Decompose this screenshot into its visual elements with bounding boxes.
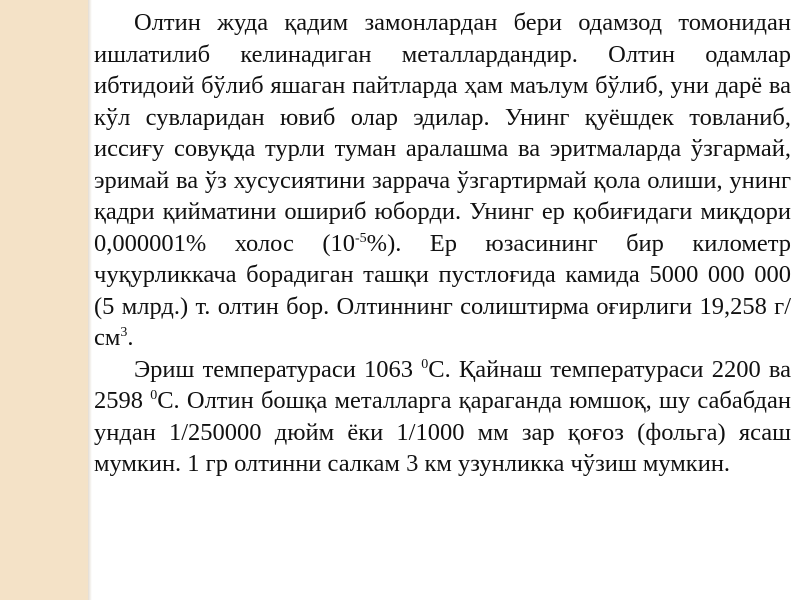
paragraph-2-text-c: С. Олтин бошқа металларга қараганда юмшоқ, шу сабабдан ундан 1/250000 дюйм ёки 1/1000 мм зар қоғоз (фольга) ясаш мумкин. 1 гр олтинни салкам 3 км узунликка чўзиш мумкин. bbox=[94, 387, 792, 477]
paragraph-1-exponent-b: 3 bbox=[120, 324, 128, 340]
paragraph-2-text-a: Эриш температураси 1063 bbox=[134, 355, 422, 383]
paragraph-gold-properties bbox=[94, 354, 791, 480]
paragraph-1-exponent-a: -5 bbox=[355, 230, 367, 246]
paragraph-1-text-a: Олтин жуда қадим замонлардан бери одамзод томонидан ишлатилиб келинадиган металлардандир. Олтин одамлар ибтидоий бўлиб яшаган пайтларда ҳам маълум бўлиб, уни дарё ва кўл сувларидан ювиб олар эдилар. Унинг қуёшдек товланиб, иссиғу совуқда турли туман аралашма ва эритмаларда ўзгармай, эримай ва ўз хусусиятини заррача ўзгартирмай қола олиши, унинг қадри қийматини ошириб юборди. Унинг ер қобиғидаги миқдори 0,000001% холос (10 bbox=[94, 9, 791, 257]
paragraph-2-exponent-b: 0 bbox=[150, 387, 158, 403]
paragraph-1-text-c: . bbox=[127, 324, 134, 351]
paragraph-2-text-b: С. Қайнаш температураси 2200 ва 2598 bbox=[94, 355, 791, 414]
left-band-edge bbox=[88, 0, 92, 600]
paragraph-2-exponent-a: 0 bbox=[421, 356, 429, 372]
paragraph-gold-history bbox=[94, 7, 791, 354]
document-body bbox=[94, 7, 791, 480]
paragraph-1-text-b: %). Ер юзасининг бир километр чуқурликкача борадиган ташқи пустлоғида камида 5000 000 000 (5 млрд.) т. олтин бор. Олтиннинг солиштирма оғирлиги 19,258 г/см bbox=[94, 229, 791, 351]
left-decorative-band bbox=[0, 0, 88, 600]
